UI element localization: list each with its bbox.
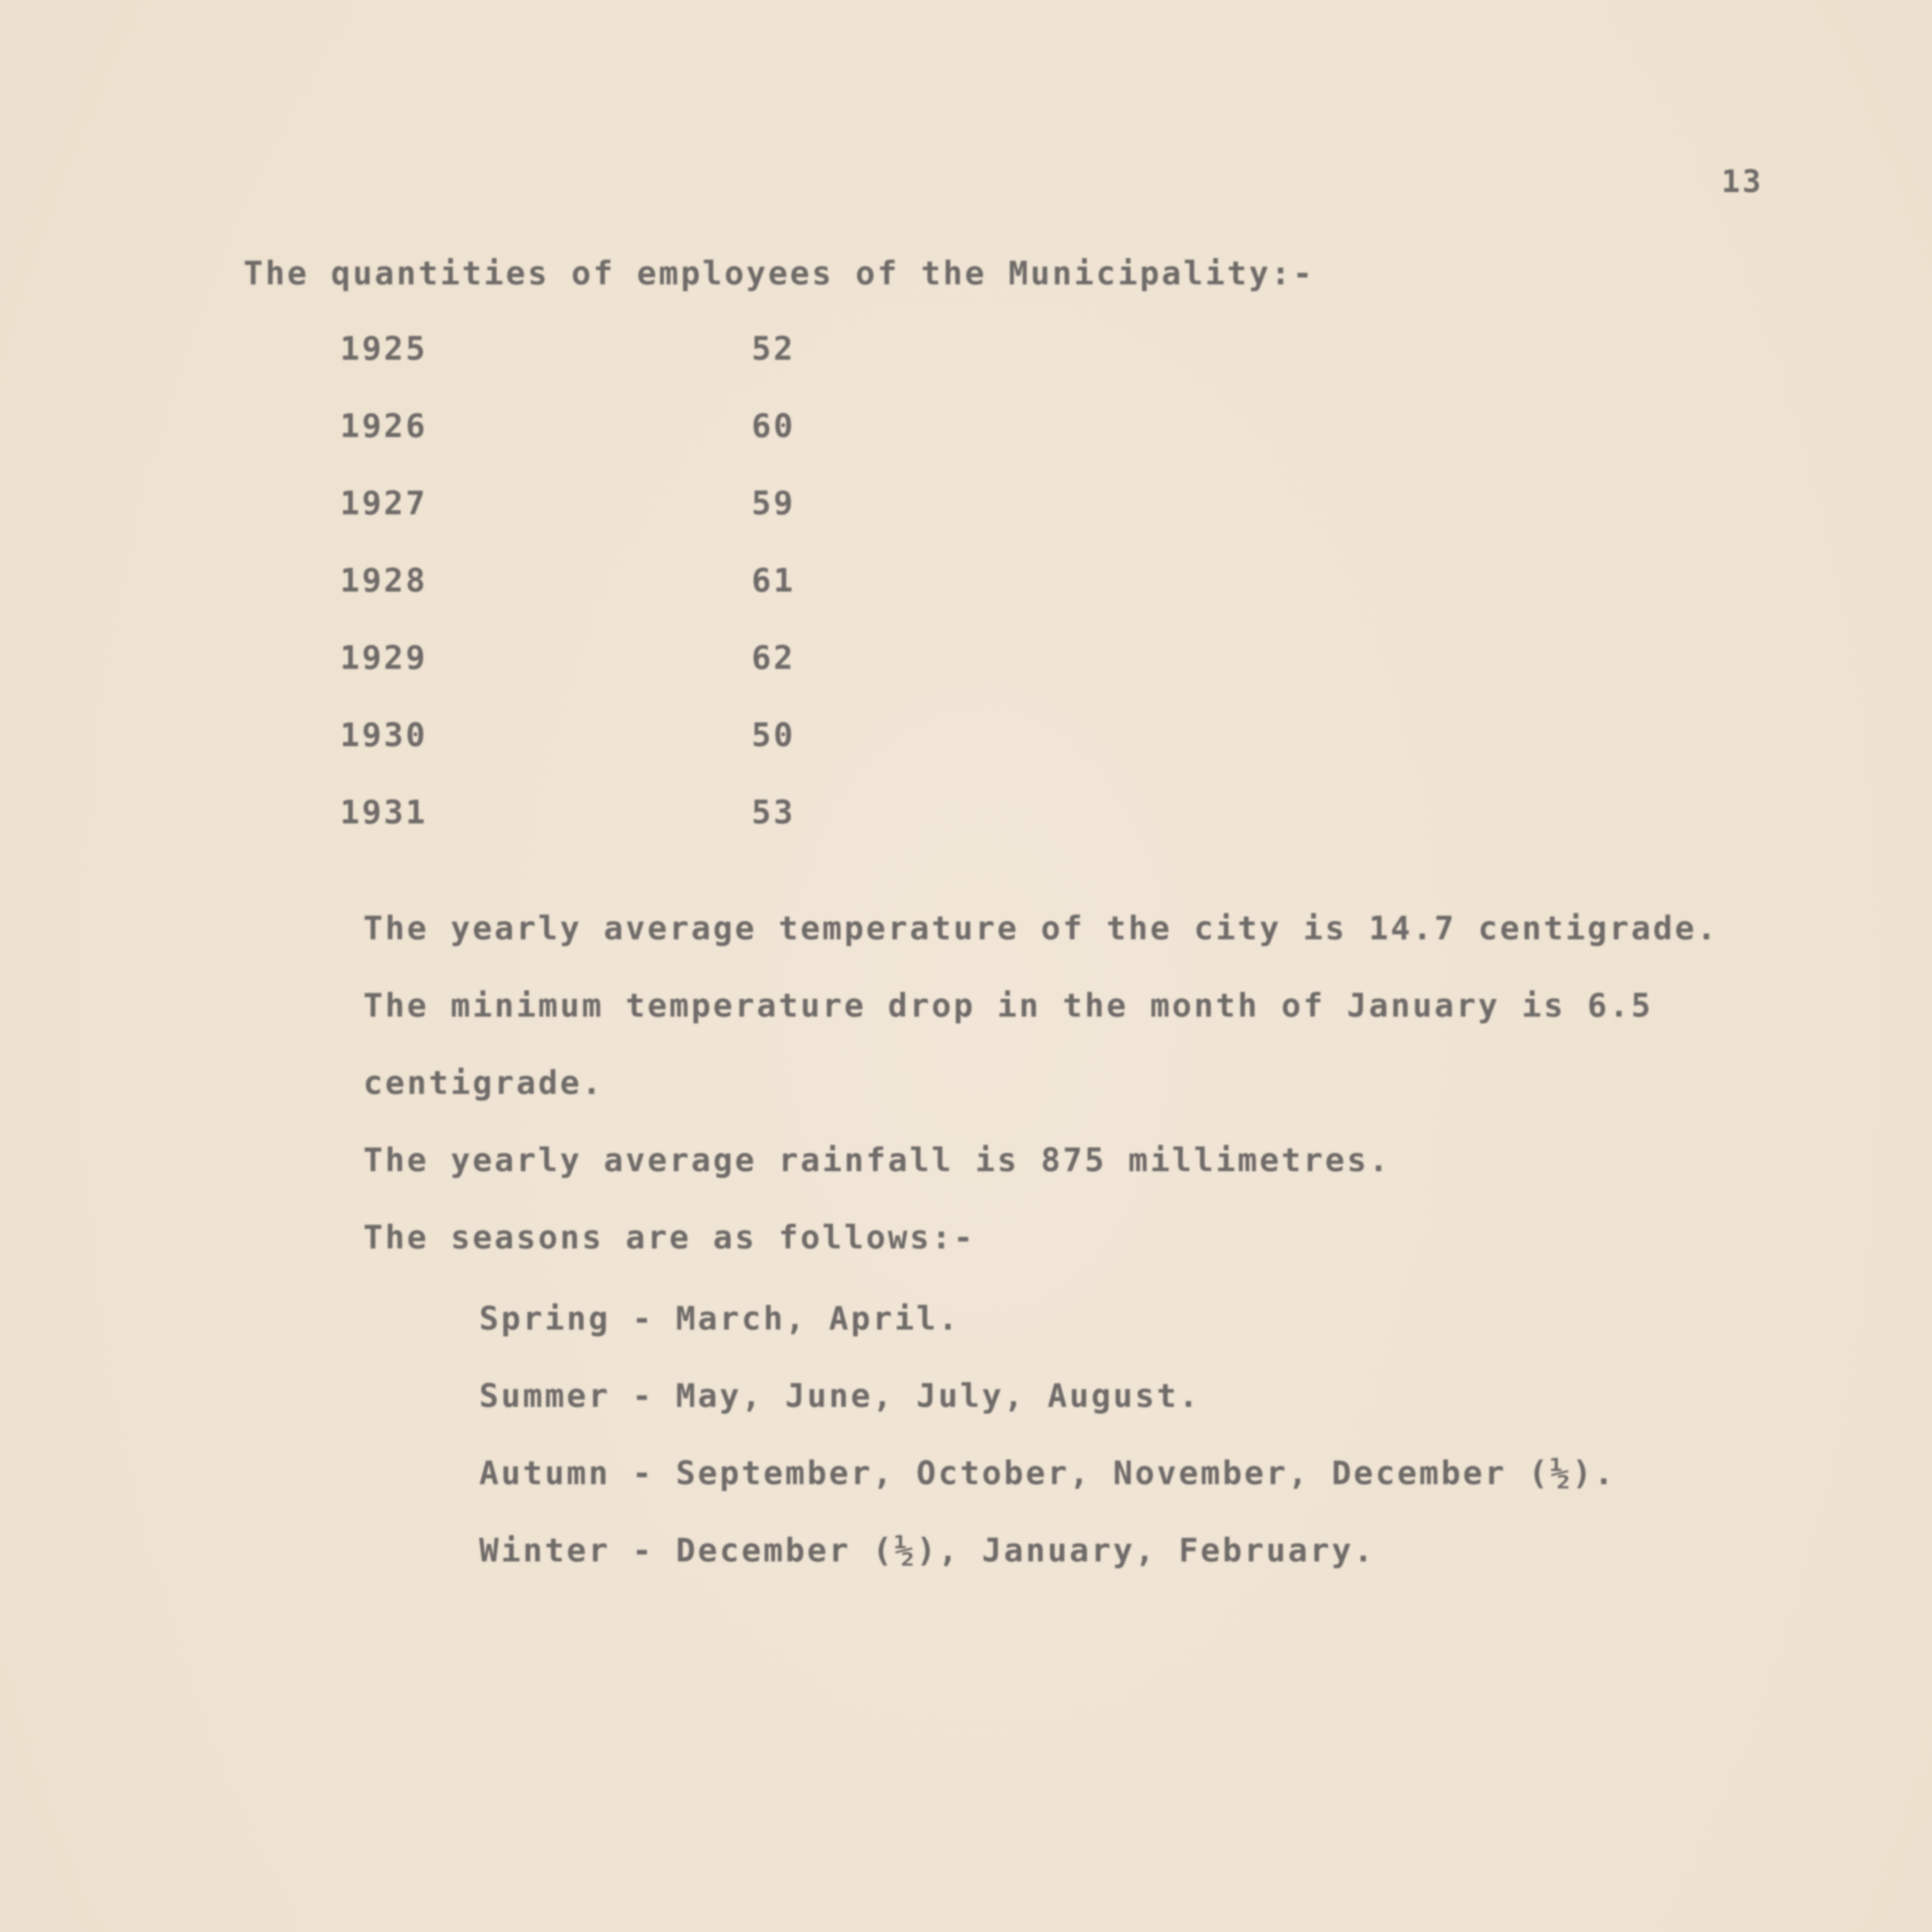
- count-cell: 50: [752, 716, 796, 754]
- count-cell: 60: [752, 407, 796, 445]
- avg-temperature-text: The yearly average temperature of the city is 14.7 centigrade.: [363, 909, 1719, 947]
- min-temperature-text-cont: centigrade.: [363, 1064, 604, 1102]
- count-cell: 53: [752, 793, 796, 831]
- season-months: - March, April.: [632, 1299, 960, 1337]
- season-item: [479, 1377, 1201, 1415]
- season-months: - December (½), January, February.: [632, 1531, 1376, 1569]
- season-name: Autumn: [479, 1454, 611, 1492]
- season-name: Summer: [479, 1377, 611, 1415]
- year-cell: 1927: [340, 484, 428, 522]
- min-temperature-text: The minimum temperature drop in the month of January is 6.5: [363, 986, 1653, 1024]
- employees-heading: The quantities of employees of the Municipality:-: [243, 254, 1315, 292]
- season-name: Winter: [479, 1531, 611, 1569]
- count-cell: 59: [752, 484, 796, 522]
- year-cell: 1929: [340, 639, 428, 677]
- season-item: [479, 1531, 1376, 1569]
- year-cell: 1926: [340, 407, 428, 445]
- year-cell: 1930: [340, 716, 428, 754]
- count-cell: 61: [752, 561, 796, 599]
- season-months: - May, June, July, August.: [632, 1377, 1201, 1415]
- season-item: [479, 1299, 960, 1337]
- seasons-intro: The seasons are as follows:-: [363, 1218, 976, 1256]
- rainfall-text: The yearly average rainfall is 875 millimetres.: [363, 1141, 1391, 1179]
- page-number: 13: [1721, 163, 1764, 199]
- count-cell: 62: [752, 639, 796, 677]
- count-cell: 52: [752, 330, 796, 367]
- year-cell: 1925: [340, 330, 428, 367]
- season-item: [479, 1454, 1616, 1492]
- year-cell: 1931: [340, 793, 428, 831]
- season-months: - September, October, November, December (½).: [632, 1454, 1616, 1492]
- season-name: Spring: [479, 1299, 611, 1337]
- year-cell: 1928: [340, 561, 428, 599]
